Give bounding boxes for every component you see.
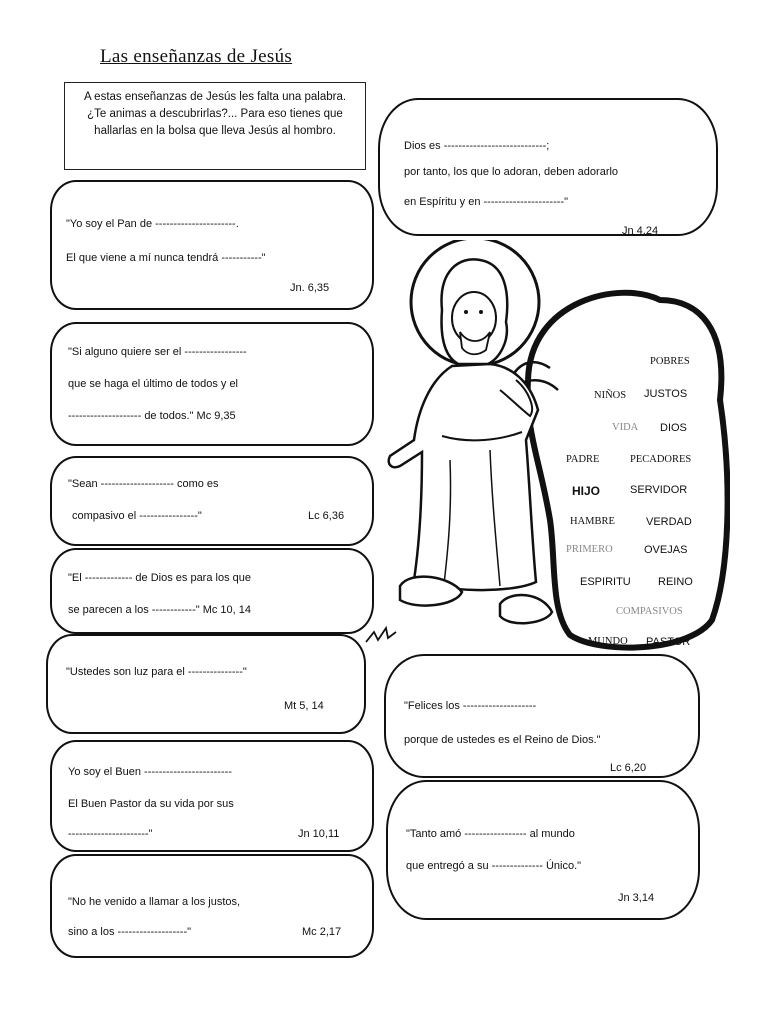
bubble-jn-3-14: [386, 780, 700, 920]
bubble-mc-10-14: [50, 548, 374, 634]
bubble-line-1: "Felices los --------------------: [404, 700, 537, 712]
bubble-line-2: se parecen a los ------------" Mc 10, 14: [68, 604, 251, 616]
bubble-line-2: sino a los -------------------": [68, 926, 192, 938]
bag-word-mundo: MUNDO: [588, 636, 628, 647]
bubble-line-1: "No he venido a llamar a los justos,: [68, 896, 241, 908]
bubble-line-1: Dios es ----------------------------;: [404, 140, 550, 152]
bag-word-pobres: POBRES: [650, 356, 690, 367]
bubble-mc-2-17: [50, 854, 374, 958]
bible-reference: Jn. 6,35: [290, 282, 330, 294]
bubble-line-1: "Yo soy el Pan de ----------------------.: [66, 218, 239, 230]
bubble-line-1: "Sean -------------------- como es: [68, 478, 219, 490]
bubble-line-2: porque de ustedes es el Reino de Dios.": [404, 734, 601, 746]
bible-reference: Jn 4,24: [622, 225, 659, 237]
bag-word-reino: REINO: [658, 576, 693, 588]
bubble-line-2: que se haga el último de todos y el: [68, 378, 239, 390]
bubble-jn-10-11: [50, 740, 374, 852]
bubble-mc-9-35: [50, 322, 374, 446]
bubble-lc-6-36: [50, 456, 374, 546]
bag-word-vida: VIDA: [612, 422, 639, 433]
bubble-line-1: "Si alguno quiere ser el -----------------: [68, 346, 247, 358]
bible-reference: Lc 6,36: [308, 510, 345, 522]
bubble-line-1: "Ustedes son luz para el ---------------": [66, 666, 247, 678]
bubble-line-1: "Tanto amó ----------------- al mundo: [406, 828, 575, 840]
sack-icon: [528, 293, 728, 648]
bible-reference: Lc 6,20: [610, 762, 647, 774]
bubble-jn-4-24: [378, 98, 718, 236]
bubble-line-2: El que viene a mí nunca tendrá -----------": [66, 252, 266, 264]
bag-word-pastor: PASTOR: [646, 636, 691, 648]
bubble-line-2: por tanto, los que lo adoran, deben adorarlo: [404, 166, 619, 178]
bubble-line-3: ----------------------": [68, 828, 153, 840]
right-sandal-icon: [500, 595, 552, 623]
page-title: Las enseñanzas de Jesús: [100, 46, 293, 67]
bag-word-hambre: HAMBRE: [570, 516, 615, 527]
bubble-line-2: compasivo el ----------------": [72, 510, 202, 522]
bag-word-primero: PRIMERO: [566, 544, 613, 555]
bag-word-justos: JUSTOS: [644, 388, 688, 400]
bag-word-padre: PADRE: [566, 454, 600, 465]
bubble-line-3: -------------------- de todos." Mc 9,35: [68, 410, 236, 422]
bag-word-pecadores: PECADORES: [630, 454, 692, 465]
bag-word-compasivos: COMPASIVOS: [616, 606, 683, 617]
bubble-lc-6-20: [384, 654, 700, 778]
bag-word-hijo: HIJO: [572, 484, 601, 498]
bag-word-ovejas: OVEJAS: [644, 544, 688, 556]
bible-reference: Jn 10,11: [298, 828, 340, 840]
jesus-with-sack-illustration: [360, 240, 730, 660]
bag-word-servidor: SERVIDOR: [630, 484, 688, 496]
instructions-box: A estas enseñanzas de Jesús les falta una palabra. ¿Te animas a descubrirlas?... Para eso tienes que hallarlas en la bolsa que lleva Jesús al hombro.: [64, 82, 366, 170]
bible-reference: Mt 5, 14: [284, 700, 324, 712]
bubble-line-1: "El ------------- de Dios es para los que: [68, 572, 251, 584]
bible-reference: Mc 2,17: [302, 926, 342, 938]
bubble-mt-5-14: [46, 634, 366, 734]
ground-tuft-icon: [366, 628, 396, 642]
bible-reference: Jn 3,14: [618, 892, 655, 904]
bag-word-verdad: VERDAD: [646, 516, 692, 528]
bubble-line-2: El Buen Pastor da su vida por sus: [68, 798, 234, 810]
bag-word-espiritu: ESPIRITU: [580, 576, 631, 588]
bag-word-ninos: NIÑOS: [594, 390, 627, 401]
bubble-jn-6-35: [50, 180, 374, 310]
bubble-line-3: en Espíritu y en ----------------------": [404, 196, 568, 208]
bubble-line-1: Yo soy el Buen ------------------------: [68, 766, 232, 778]
bag-word-dios: DIOS: [660, 422, 687, 434]
bubble-line-2: que entregó a su -------------- Único.": [406, 860, 582, 872]
